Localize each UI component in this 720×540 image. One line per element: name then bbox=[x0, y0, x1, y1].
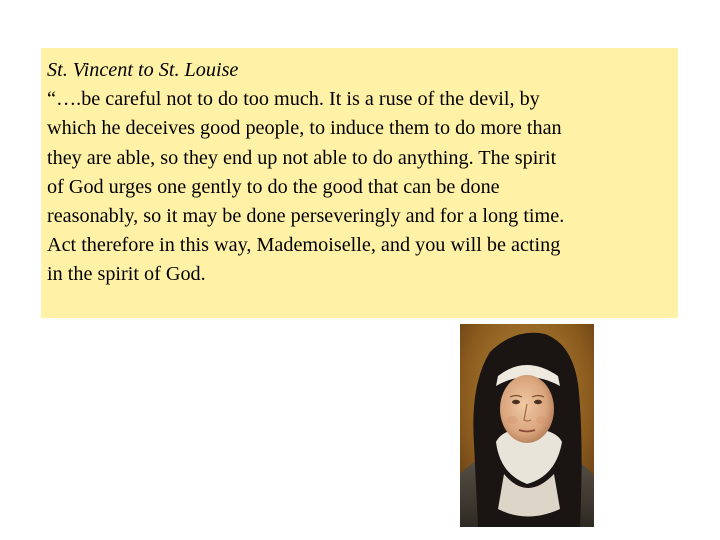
quote-line-4: of God urges one gently to do the good that can be done bbox=[47, 175, 500, 198]
quote-line-5: reasonably, so it may be done perseveringly and for a long time. bbox=[47, 205, 565, 228]
quote-line-1: “….be careful not to do too much. It is a ruse of the devil, by bbox=[47, 88, 540, 111]
portrait-painting bbox=[460, 324, 594, 527]
quote-line-6: Act therefore in this way, Mademoiselle, and you will be acting bbox=[47, 234, 561, 257]
quote-heading: St. Vincent to St. Louise bbox=[47, 59, 239, 81]
quote-line-7: in the spirit of God. bbox=[47, 263, 206, 286]
quote-line-2: which he deceives good people, to induce them to do more than bbox=[47, 117, 562, 140]
quote-line-3: they are able, so they end up not able to do anything. The spirit bbox=[47, 146, 557, 169]
quote-box bbox=[41, 48, 678, 318]
portrait-image bbox=[460, 324, 594, 527]
